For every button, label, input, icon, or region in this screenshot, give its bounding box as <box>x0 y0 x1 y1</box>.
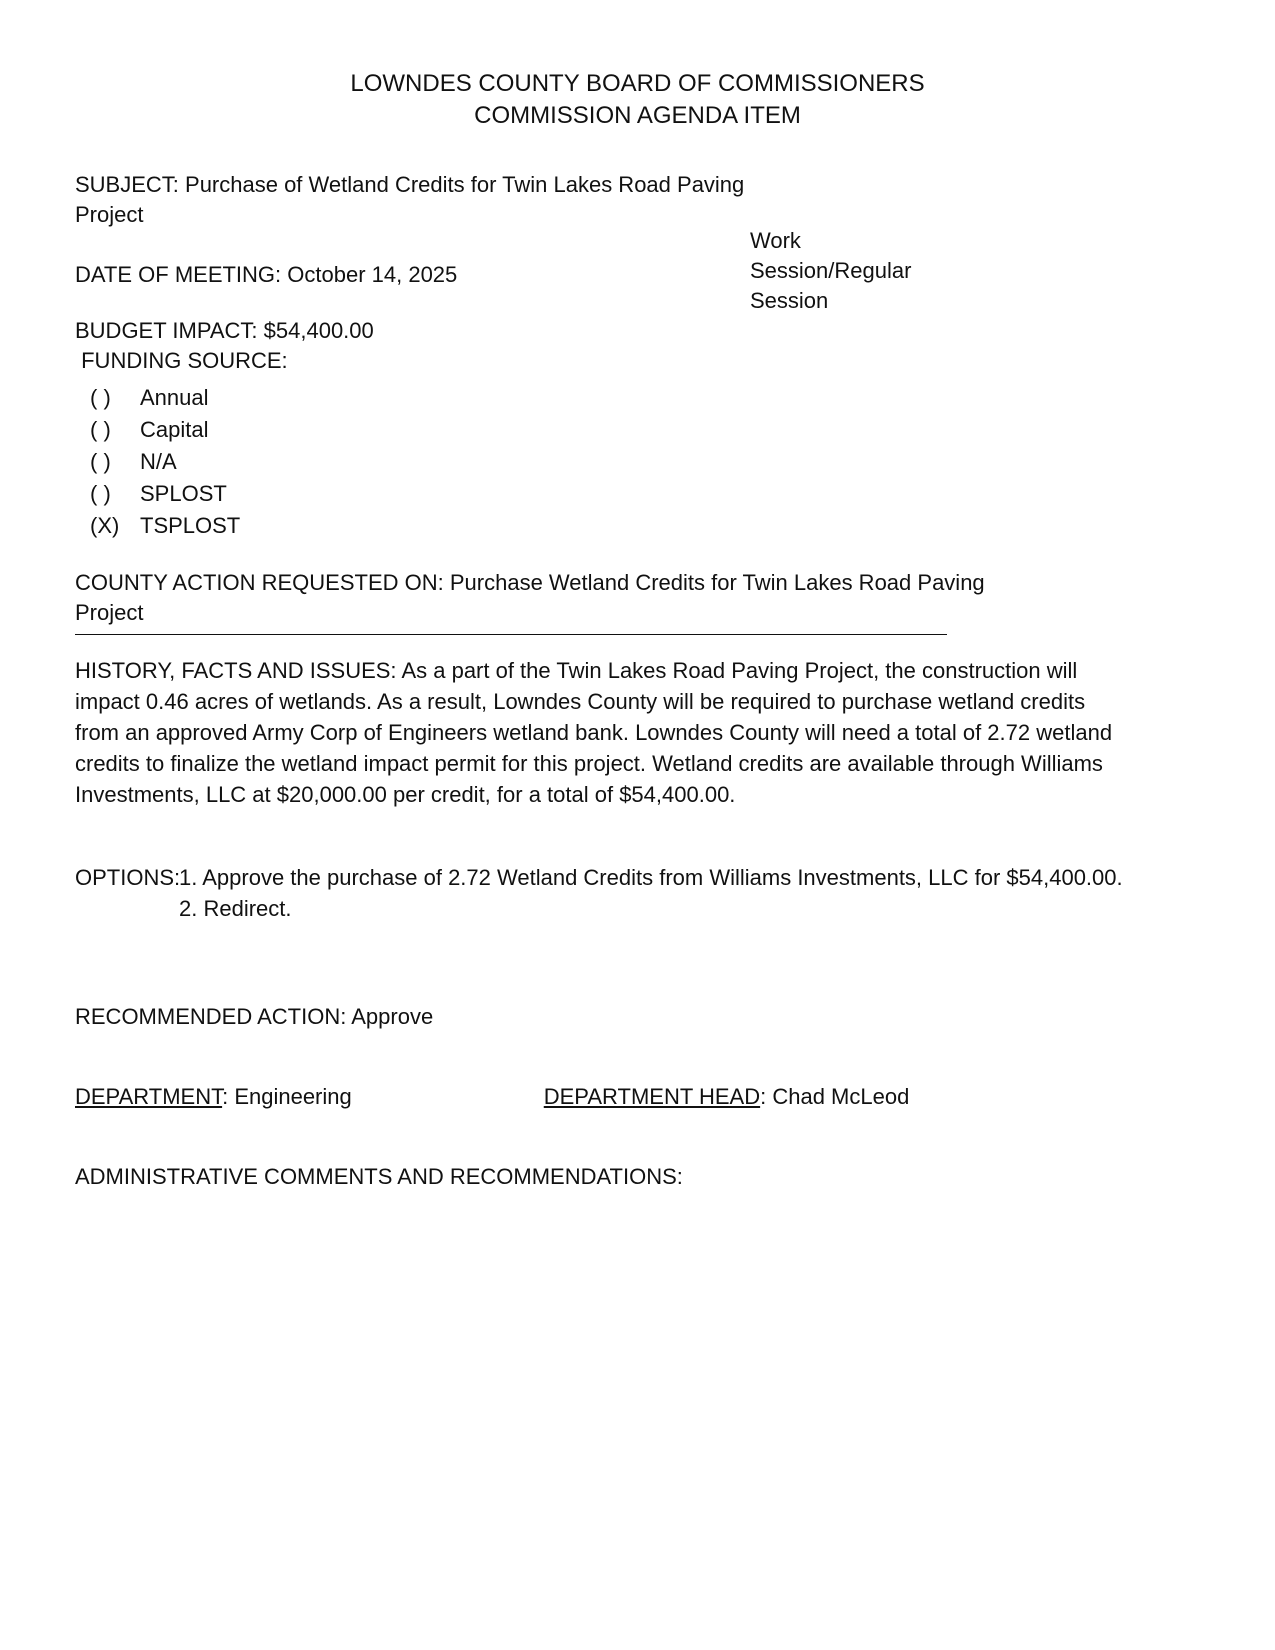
funding-option-label: N/A <box>140 449 177 474</box>
department-value: : Engineering <box>222 1084 352 1109</box>
funding-option-annual <box>90 382 1200 414</box>
recommended-action: RECOMMENDED ACTION: Approve <box>75 1004 434 1029</box>
administrative-comments: ADMINISTRATIVE COMMENTS AND RECOMMENDATIONS: <box>75 1164 683 1189</box>
department-pair <box>75 1082 352 1112</box>
checkbox-mark-checked: (X) <box>90 513 120 538</box>
county-action-line1: COUNTY ACTION REQUESTED ON: Purchase Wetland Credits for Twin Lakes Road Paving <box>75 570 985 595</box>
funding-source-list <box>90 382 1200 542</box>
funding-option-tsplost <box>90 510 1200 542</box>
department-label: DEPARTMENT <box>75 1084 223 1109</box>
session-type: Work Session/Regular Session <box>750 228 912 313</box>
funding-option-na <box>90 446 1200 478</box>
document-title-line1: LOWNDES COUNTY BOARD OF COMMISSIONERS <box>350 70 925 97</box>
department-row <box>75 1082 1200 1112</box>
history-facts-issues: HISTORY, FACTS AND ISSUES: As a part of the Twin Lakes Road Paving Project, the construction will impact 0.46 acres of wetlands. As a result, Lowndes County will be required to purchase wetland credits from an approved Army Corp of Engineers wetland bank. Lowndes County will need a total of 2.72 wetland credits to finalize the wetland impact permit for this project. Wetland credits are available through Williams Investments, LLC at $20,000.00 per credit, for a total of $54,400.00. <box>75 658 1113 807</box>
options-section <box>75 862 1200 924</box>
checkbox-mark: ( ) <box>90 385 111 410</box>
option-item-1: 1. Approve the purchase of 2.72 Wetland Credits from Williams Investments, LLC for $54,400.00. <box>179 865 1123 890</box>
funding-option-capital <box>90 414 1200 446</box>
funding-option-label: Annual <box>140 385 209 410</box>
funding-option-label: TSPLOST <box>140 513 241 538</box>
funding-option-splost <box>90 478 1200 510</box>
funding-source-label: FUNDING SOURCE: <box>75 348 288 373</box>
county-action-section <box>75 568 1200 635</box>
document-title <box>75 68 1200 132</box>
budget-block <box>75 316 1200 542</box>
subject-line: SUBJECT: Purchase of Wetland Credits for Twin Lakes Road Paving Project <box>75 172 745 227</box>
funding-option-label: SPLOST <box>140 481 227 506</box>
meeting-date: DATE OF MEETING: October 14, 2025 <box>75 262 458 287</box>
department-head-pair <box>544 1082 910 1112</box>
options-label: OPTIONS: <box>75 865 181 890</box>
document-title-line2: COMMISSION AGENDA ITEM <box>474 102 801 129</box>
department-spacer <box>352 1082 544 1112</box>
checkbox-mark: ( ) <box>90 481 111 506</box>
funding-option-label: Capital <box>140 417 209 442</box>
department-head-label: DEPARTMENT HEAD <box>543 1084 761 1109</box>
checkbox-mark: ( ) <box>90 417 111 442</box>
county-action-line2: Project <box>75 598 947 635</box>
checkbox-mark: ( ) <box>90 449 111 474</box>
budget-impact: BUDGET IMPACT: $54,400.00 <box>75 318 374 343</box>
option-item-2: 2. Redirect. <box>179 896 292 921</box>
department-head-value: : Chad McLeod <box>760 1084 910 1109</box>
options-items <box>179 862 1123 924</box>
